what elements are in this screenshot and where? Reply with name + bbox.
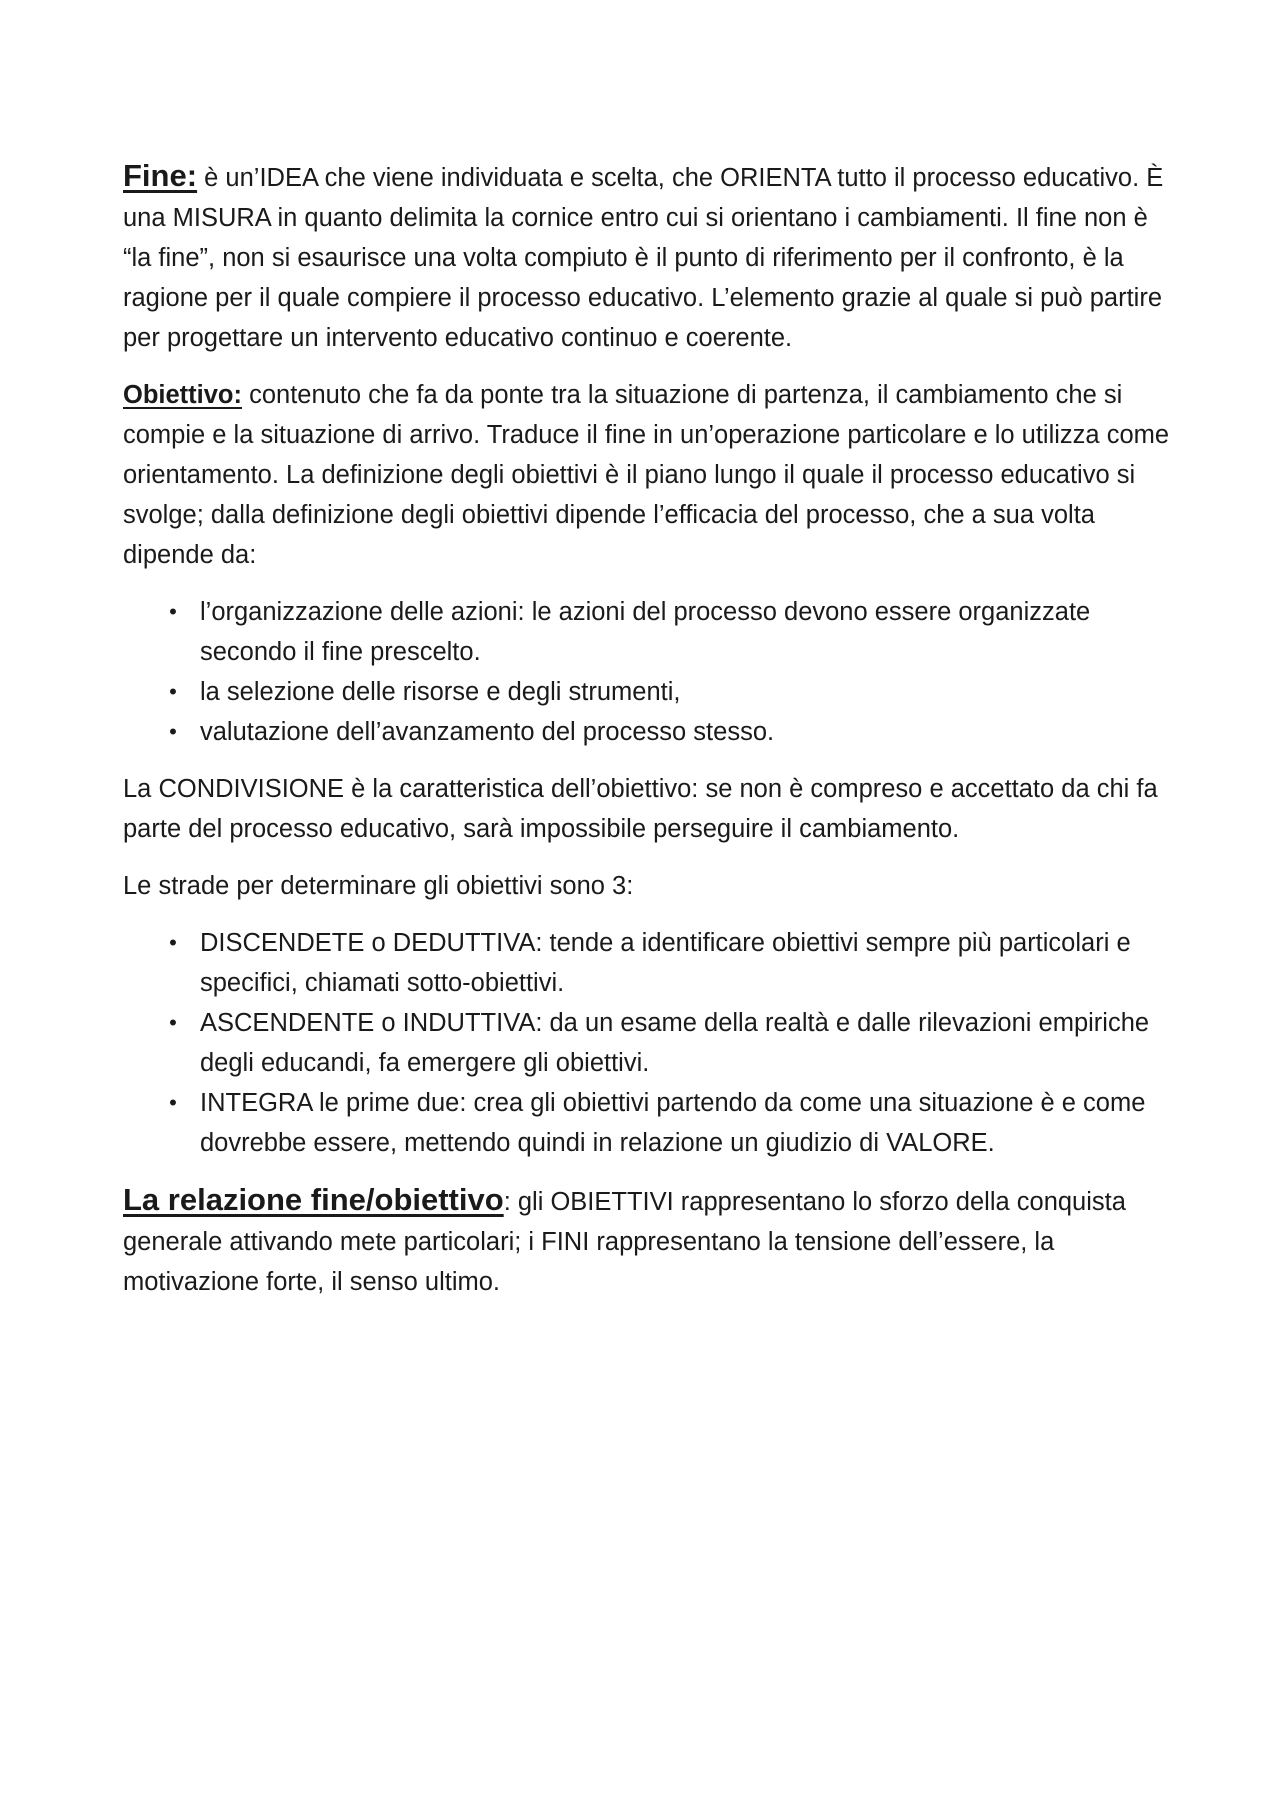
list-item-text: valutazione dell’avanzamento del processo stesso. <box>200 718 775 746</box>
bullet-icon: • <box>169 930 177 955</box>
paragraph-strade-intro: Le strade per determinare gli obiettivi sono 3: <box>123 872 634 900</box>
bullet-icon: • <box>169 1090 177 1115</box>
list-item-text: ASCENDENTE o INDUTTIVA: da un esame della realtà e dalle rilevazioni empiriche degli educandi, fa emergere gli obiettivi. <box>200 1009 1150 1077</box>
bullet-icon: • <box>169 679 177 704</box>
list-item <box>123 672 1173 712</box>
bullet-icon: • <box>169 719 177 744</box>
paragraph-fine <box>123 156 1173 358</box>
list-item-text: la selezione delle risorse e degli strumenti, <box>200 678 681 706</box>
term-relazione: La relazione fine/obiettivo <box>123 1182 504 1217</box>
definition-relazione: : gli OBIETTIVI rappresentano lo sforzo della conquista generale attivando mete particolari; i FINI rappresentano la tensione dell’essere, la motivazione forte, il senso ultimo. <box>123 1188 1126 1296</box>
bullet-icon: • <box>169 599 177 624</box>
dipende-list <box>123 592 1173 752</box>
paragraph-obiettivo <box>123 375 1173 575</box>
bullet-icon: • <box>169 1010 177 1035</box>
definition-obiettivo: contenuto che fa da ponte tra la situazione di partenza, il cambiamento che si compie e la situazione di arrivo. Traduce il fine in un’operazione particolare e lo utilizza come orientamento. La definizione degli obiettivi è il piano lungo il quale il processo educativo si svolge; dalla definizione degli obiettivi dipende l’efficacia del processo, che a sua volta dipende da: <box>123 381 1170 569</box>
list-item-text: INTEGRA le prime due: crea gli obiettivi partendo da come una situazione è e come dovrebbe essere, mettendo quindi in relazione un giudizio di VALORE. <box>200 1089 1146 1157</box>
list-item <box>123 1083 1173 1163</box>
list-item <box>123 592 1173 672</box>
list-item <box>123 923 1173 1003</box>
document-content <box>123 156 1173 1319</box>
definition-fine: è un’IDEA che viene individuata e scelta, che ORIENTA tutto il processo educativo. È una MISURA in quanto delimita la cornice entro cui si orientano i cambiamenti. Il fine non è “la fine”, non si esaurisce una volta compiuto è il punto di riferimento per il confronto, è la ragione per il quale compiere il processo educativo. L’elemento grazie al quale si può partire per progettare un intervento educativo continuo e coerente. <box>123 164 1164 352</box>
list-item <box>123 1003 1173 1083</box>
strade-list <box>123 923 1173 1163</box>
list-item-text: DISCENDETE o DEDUTTIVA: tende a identificare obiettivi sempre più particolari e specifici, chiamati sotto-obiettivi. <box>200 929 1131 997</box>
list-item <box>123 712 1173 752</box>
term-fine: Fine: <box>123 158 198 193</box>
paragraph-relazione <box>123 1180 1173 1302</box>
paragraph-condivisione: La CONDIVISIONE è la caratteristica dell’obiettivo: se non è compreso e accettato da chi fa parte del processo educativo, sarà impossibile perseguire il cambiamento. <box>123 775 1158 843</box>
term-obiettivo: Obiettivo: <box>123 381 242 409</box>
list-item-text: l’organizzazione delle azioni: le azioni del processo devono essere organizzate secondo il fine prescelto. <box>200 598 1091 666</box>
